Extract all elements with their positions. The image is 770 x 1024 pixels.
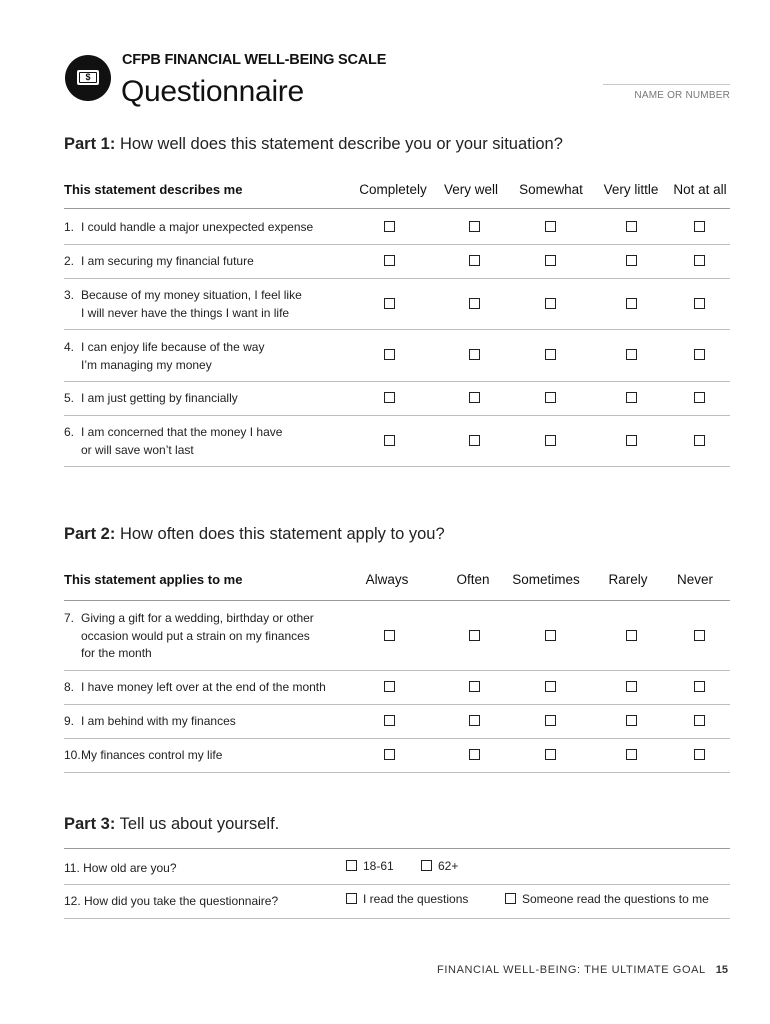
checkbox-0[interactable] [384,221,395,232]
checkbox-3[interactable] [626,630,637,641]
question-text [81,253,351,271]
question-text [81,219,351,237]
divider [64,848,730,849]
checkbox-2[interactable] [545,255,556,266]
question-text [81,339,351,374]
name-field-line[interactable] [603,84,730,85]
question-text [81,713,351,731]
question-row [64,601,730,670]
question-text [81,287,351,322]
question-text-line: I have money left over at the end of the month [81,680,326,694]
checkbox-4[interactable] [694,221,705,232]
checkbox-0[interactable] [384,749,395,760]
checkbox-4[interactable] [694,255,705,266]
checkbox[interactable] [505,893,516,904]
question-12-text: 12. How did you take the questionnaire? [64,894,279,908]
question-text-line: I could handle a major unexpected expense [81,220,314,234]
question-text [81,424,351,459]
checkbox-4[interactable] [694,349,705,360]
checkbox-3[interactable] [626,221,637,232]
question-text [81,747,351,765]
checkbox-2[interactable] [545,630,556,641]
checkbox-3[interactable] [626,392,637,403]
question-number: 10. [64,748,81,762]
question-text-line: I am just getting by financially [81,391,238,405]
question-text [81,390,351,408]
question-row [64,415,730,466]
question-row [64,329,730,381]
question-text-line: I am behind with my finances [81,714,236,728]
page-footer: FINANCIAL WELL-BEING: THE ULTIMATE GOAL 15 [437,964,728,976]
checkbox-2[interactable] [545,749,556,760]
question-number: 4. [64,340,75,354]
divider [64,884,730,885]
question-text-line: I will never have the things I want in life [81,305,290,320]
checkbox-1[interactable] [469,715,480,726]
part1-lead-header: This statement describes me [64,182,243,197]
question-number: 3. [64,288,75,302]
part3-heading: Part 3: Tell us about yourself. [64,815,280,833]
checkbox-1[interactable] [469,630,480,641]
checkbox-3[interactable] [626,681,637,692]
question-text-line: My finances control my life [81,748,223,762]
question-number: 8. [64,680,75,694]
checkbox-1[interactable] [469,749,480,760]
question-text-line: I’m managing my money [81,357,212,372]
question-number: 2. [64,254,75,268]
part2-lead-header: This statement applies to me [64,572,243,587]
checkbox-2[interactable] [545,349,556,360]
part1-heading: Part 1: How well does this statement describe you or your situation? [64,135,563,153]
question-text-line: or will save won’t last [81,442,194,457]
checkbox-3[interactable] [626,255,637,266]
question-text-line: I am concerned that the money I have [81,425,283,439]
checkbox-2[interactable] [545,435,556,446]
checkbox-4[interactable] [694,681,705,692]
checkbox-3[interactable] [626,298,637,309]
checkbox-4[interactable] [694,749,705,760]
divider [64,918,730,919]
checkbox-1[interactable] [469,392,480,403]
checkbox-0[interactable] [384,349,395,360]
checkbox-4[interactable] [694,630,705,641]
question-number: 6. [64,425,75,439]
question-row [64,670,730,704]
question-row [64,704,730,738]
name-field-label: NAME OR NUMBER [634,90,730,101]
divider [64,772,730,773]
checkbox-1[interactable] [469,681,480,692]
question-number: 5. [64,391,75,405]
question-text [81,610,351,663]
checkbox-3[interactable] [626,715,637,726]
checkbox[interactable] [421,860,432,871]
checkbox-4[interactable] [694,715,705,726]
page-number: 15 [715,964,728,976]
method-option-read-to-me[interactable]: Someone read the questions to me [505,892,709,906]
checkbox-0[interactable] [384,630,395,641]
question-11-text: 11. How old are you? [64,861,177,875]
checkbox-0[interactable] [384,435,395,446]
checkbox-3[interactable] [626,749,637,760]
checkbox[interactable] [346,893,357,904]
question-number: 9. [64,714,75,728]
checkbox-2[interactable] [545,221,556,232]
question-text-line: for the month [81,646,152,660]
question-row [64,209,730,244]
question-text-line: I can enjoy life because of the way [81,340,265,354]
checkbox-2[interactable] [545,681,556,692]
age-option-18-61[interactable]: 18-61 [346,859,394,873]
question-row [64,244,730,278]
checkbox-1[interactable] [469,349,480,360]
checkbox-1[interactable] [469,255,480,266]
checkbox[interactable] [346,860,357,871]
checkbox-0[interactable] [384,298,395,309]
part2-column-headers: This statement applies to me Always Often Sometimes Rarely Never [64,572,714,587]
question-number: 7. [64,611,75,625]
question-number: 1. [64,220,75,234]
age-option-62-plus[interactable]: 62+ [421,859,458,873]
page-title: Questionnaire [121,75,304,108]
question-row [64,381,730,415]
checkbox-2[interactable] [545,715,556,726]
dollar-bill-icon: $ [65,55,111,101]
checkbox-0[interactable] [384,392,395,403]
scale-kicker: CFPB FINANCIAL WELL-BEING SCALE [122,52,387,68]
checkbox-1[interactable] [469,435,480,446]
checkbox-4[interactable] [694,298,705,309]
checkbox-0[interactable] [384,255,395,266]
checkbox-2[interactable] [545,392,556,403]
question-text-line: occasion would put a strain on my finances [81,628,310,643]
part1-column-headers: This statement describes me Completely Very well Somewhat Very little Not at all [64,182,727,197]
checkbox-4[interactable] [694,435,705,446]
question-text-line: Because of my money situation, I feel like [81,288,302,302]
checkbox-2[interactable] [545,298,556,309]
checkbox-0[interactable] [384,681,395,692]
question-text [81,679,351,697]
method-option-read-myself[interactable]: I read the questions [346,892,468,906]
checkbox-1[interactable] [469,298,480,309]
checkbox-0[interactable] [384,715,395,726]
question-text-line: Giving a gift for a wedding, birthday or other [81,611,314,625]
checkbox-1[interactable] [469,221,480,232]
question-row [64,738,730,772]
checkbox-4[interactable] [694,392,705,403]
question-text-line: I am securing my financial future [81,254,254,268]
part2-heading: Part 2: How often does this statement apply to you? [64,525,445,543]
checkbox-3[interactable] [626,435,637,446]
divider [64,466,730,467]
checkbox-3[interactable] [626,349,637,360]
question-row [64,278,730,329]
